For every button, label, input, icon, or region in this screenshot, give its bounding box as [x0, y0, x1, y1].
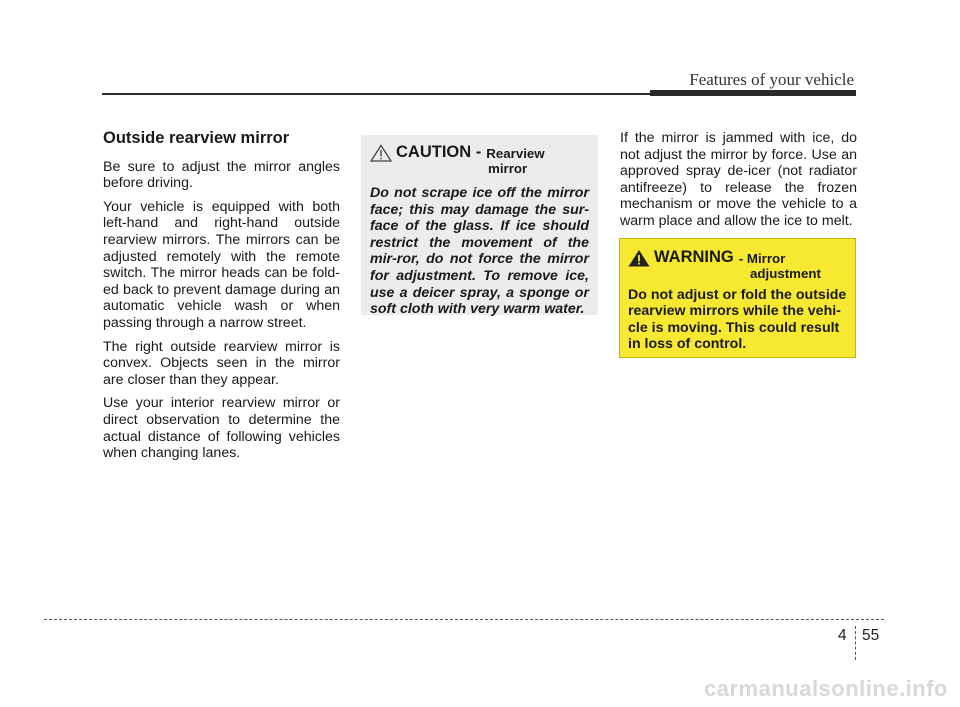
warning-triangle-outline-icon — [370, 144, 392, 162]
header-title: Features of your vehicle — [689, 70, 854, 89]
warning-box — [619, 238, 856, 358]
warning-body: Do not adjust or fold the outside rearview mirrors while the vehi-cle is moving. This could result in loss of control. — [628, 287, 847, 353]
warning-subtitle-line2: adjustment — [750, 266, 821, 281]
caution-label: CAUTION - — [396, 143, 482, 161]
caution-subtitle-line2: mirror — [488, 161, 528, 176]
left-column — [103, 130, 340, 469]
caution-box — [361, 135, 598, 318]
warning-header — [628, 248, 847, 267]
caution-subtitle: Rearview — [486, 146, 545, 161]
warning-triangle-filled-icon — [628, 249, 650, 267]
header-tab-bar — [650, 90, 856, 96]
watermark: carmanualsonline.info — [704, 676, 948, 701]
warning-label: WARNING — [654, 248, 734, 266]
footer-rule — [44, 619, 884, 620]
footer-divider — [855, 626, 856, 660]
caution-header — [370, 143, 589, 162]
paragraph: Be sure to adjust the mirror angles before driving. — [103, 158, 340, 192]
chapter-number: 4 — [838, 627, 847, 644]
section-heading: Outside rearview mirror — [103, 129, 290, 147]
page-number: 55 — [862, 627, 880, 644]
right-column — [620, 130, 857, 237]
paragraph: Your vehicle is equipped with both left-hand and right-hand outside rearview mirrors. The mirrors can be adjusted remotely with the remote switch. The mirror heads can be fold-ed back to prevent damage during an automatic vehicle wash or when passing through a narrow street. — [103, 198, 340, 331]
caution-body: Do not scrape ice off the mirror face; this may damage the sur-face of the glass. If ice should restrict the movement of the mir-ror, do not force the mirror for adjustment. To remove ice, use a deicer spray, a sponge or soft cloth with very warm water. — [370, 185, 589, 318]
paragraph: If the mirror is jammed with ice, do not adjust the mirror by force. Use an approved spray de-icer (not radiator antifreeze) to release the frozen mechanism or move the vehicle to a warm place and allow the ice to melt. — [620, 130, 857, 229]
warning-subtitle: - Mirror — [738, 251, 786, 266]
paragraph: Use your interior rearview mirror or direct observation to determine the actual distance of following vehicles when changing lanes. — [103, 395, 340, 462]
paragraph: The right outside rearview mirror is convex. Objects seen in the mirror are closer than they appear. — [103, 338, 340, 388]
